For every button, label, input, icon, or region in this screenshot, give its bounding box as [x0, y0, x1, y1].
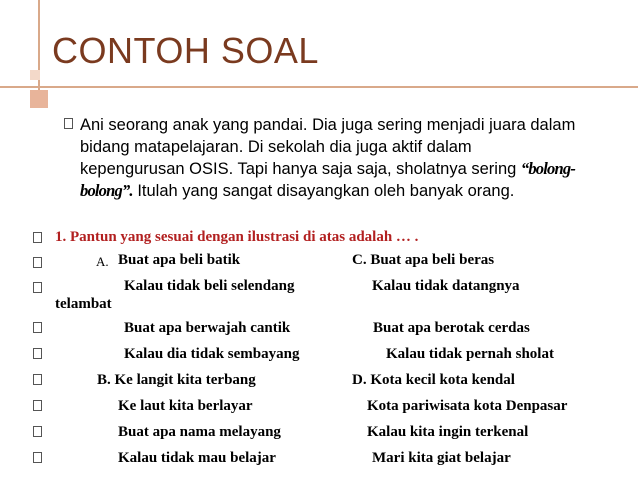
option-b-line-3: Buat apa nama melayang	[118, 424, 281, 440]
option-a-label: A.	[96, 254, 109, 269]
option-b-line-2: Ke laut kita berlayar	[118, 398, 253, 414]
paragraph-text: Ani seorang anak yang pandai. Dia juga sering menjadi juara dalam bidang matapelajaran. Di sekolah dia juga aktif dalam kepengurusan OSIS. Tapi hanya saja saja, sholatnya sering	[80, 116, 576, 178]
paragraph-text-end: Itulah yang sangat disayangkan oleh banyak orang.	[132, 182, 515, 200]
bullet-icon	[33, 348, 42, 359]
bullet-icon	[33, 322, 42, 333]
bullet-icon	[33, 232, 42, 243]
option-c-line-4: Kalau tidak pernah sholat	[386, 346, 554, 362]
bullet-icon	[33, 257, 42, 268]
bullet-icon	[33, 374, 42, 385]
decor-square	[30, 90, 48, 108]
paragraph-emphasis: “bolong-bolong”.	[80, 159, 576, 200]
bullet-icon	[33, 400, 42, 411]
decor-square-small	[30, 70, 40, 80]
option-b-line-4: Kalau tidak mau belajar	[118, 450, 276, 466]
decor-horizontal-line	[0, 86, 638, 88]
slide-title: CONTOH SOAL	[52, 30, 319, 71]
option-a-line-2: Kalau tidak beli selendang	[124, 278, 295, 294]
option-c-line-1: C. Buat apa beli beras	[352, 252, 495, 268]
option-b-line-1: B. Ke langit kita terbang	[97, 372, 256, 388]
option-d-line-2: Kota pariwisata kota Denpasar	[367, 398, 568, 414]
question-text: 1. Pantun yang sesuai dengan ilustrasi di atas adalah … .	[55, 229, 419, 245]
story-paragraph	[80, 114, 580, 202]
bullet-icon	[33, 452, 42, 463]
option-d-line-3: Kalau kita ingin terkenal	[367, 424, 529, 440]
option-c-line-2-cont: telambat	[55, 296, 112, 312]
option-a-line-1: Buat apa beli batik	[118, 252, 241, 268]
option-d-line-4: Mari kita giat belajar	[372, 450, 511, 466]
option-a-line-4: Kalau dia tidak sembayang	[124, 346, 300, 362]
option-d-line-1: D. Kota kecil kota kendal	[352, 372, 515, 388]
bullet-icon	[64, 118, 73, 129]
bullet-icon	[33, 426, 42, 437]
option-a-line-3: Buat apa berwajah cantik	[124, 320, 291, 336]
option-c-line-2: Kalau tidak datangnya	[372, 278, 520, 294]
bullet-icon	[33, 282, 42, 293]
option-c-line-3: Buat apa berotak cerdas	[373, 320, 530, 336]
